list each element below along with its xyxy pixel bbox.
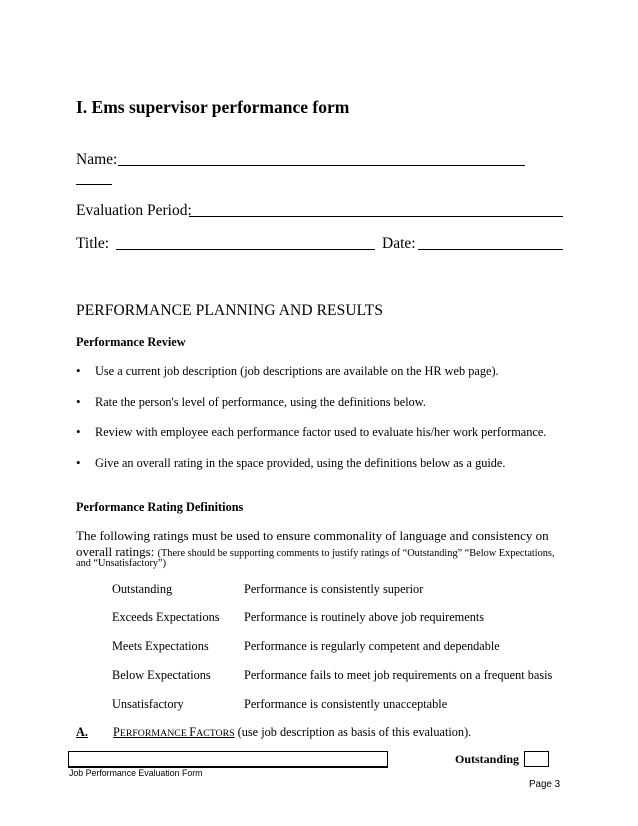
factors-note: (use job description as basis of this evaluation). <box>234 725 472 739</box>
evaluation-period-label: Evaluation Period: <box>76 202 192 219</box>
title-label: Title: <box>76 235 110 252</box>
bullet-icon: • <box>76 424 81 439</box>
page-title: I. Ems supervisor performance form <box>76 97 350 117</box>
rating-desc-below: Performance fails to meet job requirements on a frequent basis <box>244 668 553 682</box>
rating-term-below: Below Expectations <box>112 668 211 682</box>
list-item: • Use a current job description (job descriptions are available on the HR web page). <box>76 363 499 378</box>
title-field[interactable] <box>116 249 375 250</box>
definitions-paragraph-line2: overall ratings: (There should be supporting comments to justify ratings of “Outstanding” “Below Expectations, <box>76 544 555 559</box>
rating-desc-unsatisfactory: Performance is consistently unacceptable <box>244 697 448 711</box>
evaluation-period-field[interactable] <box>189 216 563 217</box>
list-item: • Review with employee each performance factor used to evaluate his/her work performance. <box>76 424 547 439</box>
rating-desc-exceeds: Performance is routinely above job requirements <box>244 610 485 624</box>
definitions-paragraph-line1: The following ratings must be used to ensure commonality of language and consistency on <box>76 528 549 543</box>
performance-factors-heading <box>76 723 471 741</box>
rating-term-meets: Meets Expectations <box>112 639 209 653</box>
performance-review-heading: Performance Review <box>76 335 186 349</box>
rating-term-unsatisfactory: Unsatisfactory <box>112 697 184 711</box>
name-label: Name: <box>76 151 118 168</box>
rating-desc-meets: Performance is regularly competent and dependable <box>244 639 500 653</box>
page-number: Page 3 <box>529 779 561 790</box>
outstanding-column-header: Outstanding <box>455 752 520 766</box>
footer-form-name: Job Performance Evaluation Form <box>69 768 203 778</box>
bullet-icon: • <box>76 363 81 378</box>
name-field-continued[interactable] <box>76 184 112 185</box>
rating-term-outstanding: Outstanding <box>112 582 173 596</box>
bullet-icon: • <box>76 394 81 409</box>
section-heading: PERFORMANCE PLANNING AND RESULTS <box>76 302 384 319</box>
date-field[interactable] <box>418 249 563 250</box>
date-label: Date: <box>382 235 416 252</box>
list-item: • Rate the person's level of performance, using the definitions below. <box>76 394 426 409</box>
factor-name-cell <box>68 751 388 767</box>
definitions-paragraph-line3: and “Unsatisfactory”) <box>76 558 167 569</box>
factor-letter: A. <box>76 725 88 739</box>
outstanding-checkbox[interactable] <box>524 751 549 767</box>
list-item: • Give an overall rating in the space provided, using the definitions below as a guide. <box>76 455 506 470</box>
name-field[interactable] <box>118 165 525 166</box>
bullet-icon: • <box>76 455 81 470</box>
rating-definitions-heading: Performance Rating Definitions <box>76 500 244 514</box>
rating-desc-outstanding: Performance is consistently superior <box>244 582 424 596</box>
rating-term-exceeds: Exceeds Expectations <box>112 610 220 624</box>
factors-title: PERFORMANCE FACTORS <box>113 725 235 739</box>
